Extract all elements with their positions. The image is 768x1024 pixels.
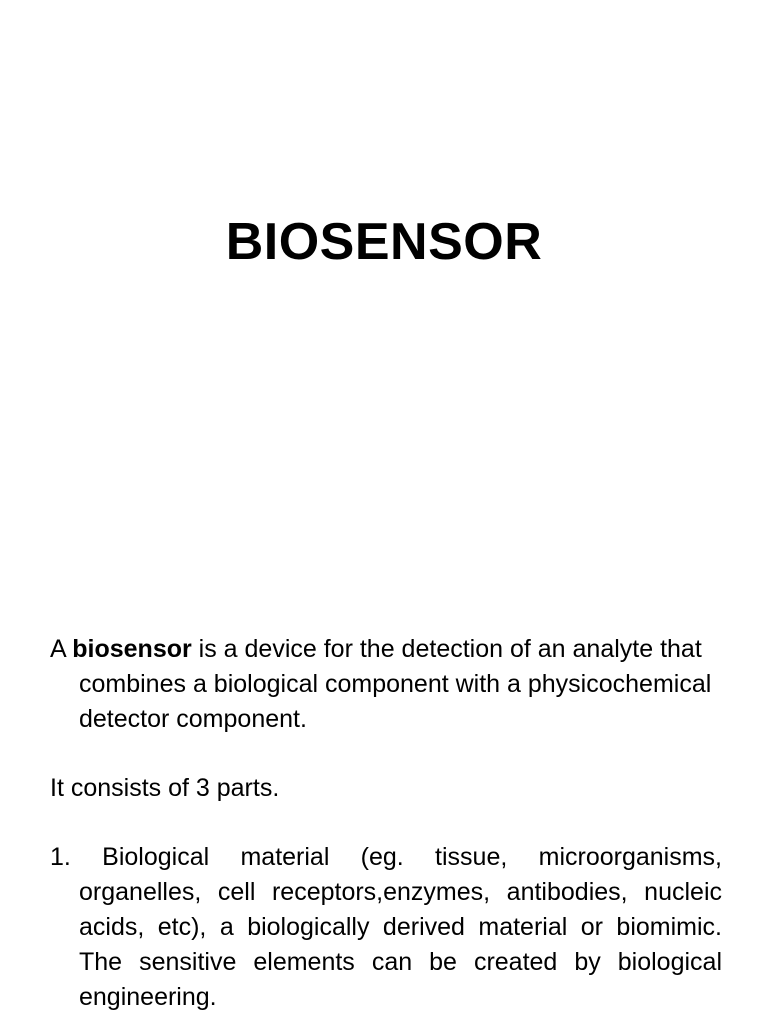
part-item-1: 1. Biological material (eg. tissue, microorganisms, organelles, cell receptors,enzymes, antibodies, nucleic acids, etc), a biologically derived material or biomimic. The sensitive elements can be created by biological engineering. xyxy=(50,843,722,1011)
definition-term: biosensor xyxy=(72,635,192,663)
slide-body xyxy=(50,632,722,1015)
definition-text: is a device for the detection of an analyte that combines a biological component with a physicochemical detector component. xyxy=(79,635,712,733)
definition-prefix: A xyxy=(50,635,73,663)
definition-paragraph xyxy=(50,632,722,737)
slide-title: BIOSENSOR xyxy=(225,213,543,271)
parts-intro: It consists of 3 parts. xyxy=(50,774,280,802)
